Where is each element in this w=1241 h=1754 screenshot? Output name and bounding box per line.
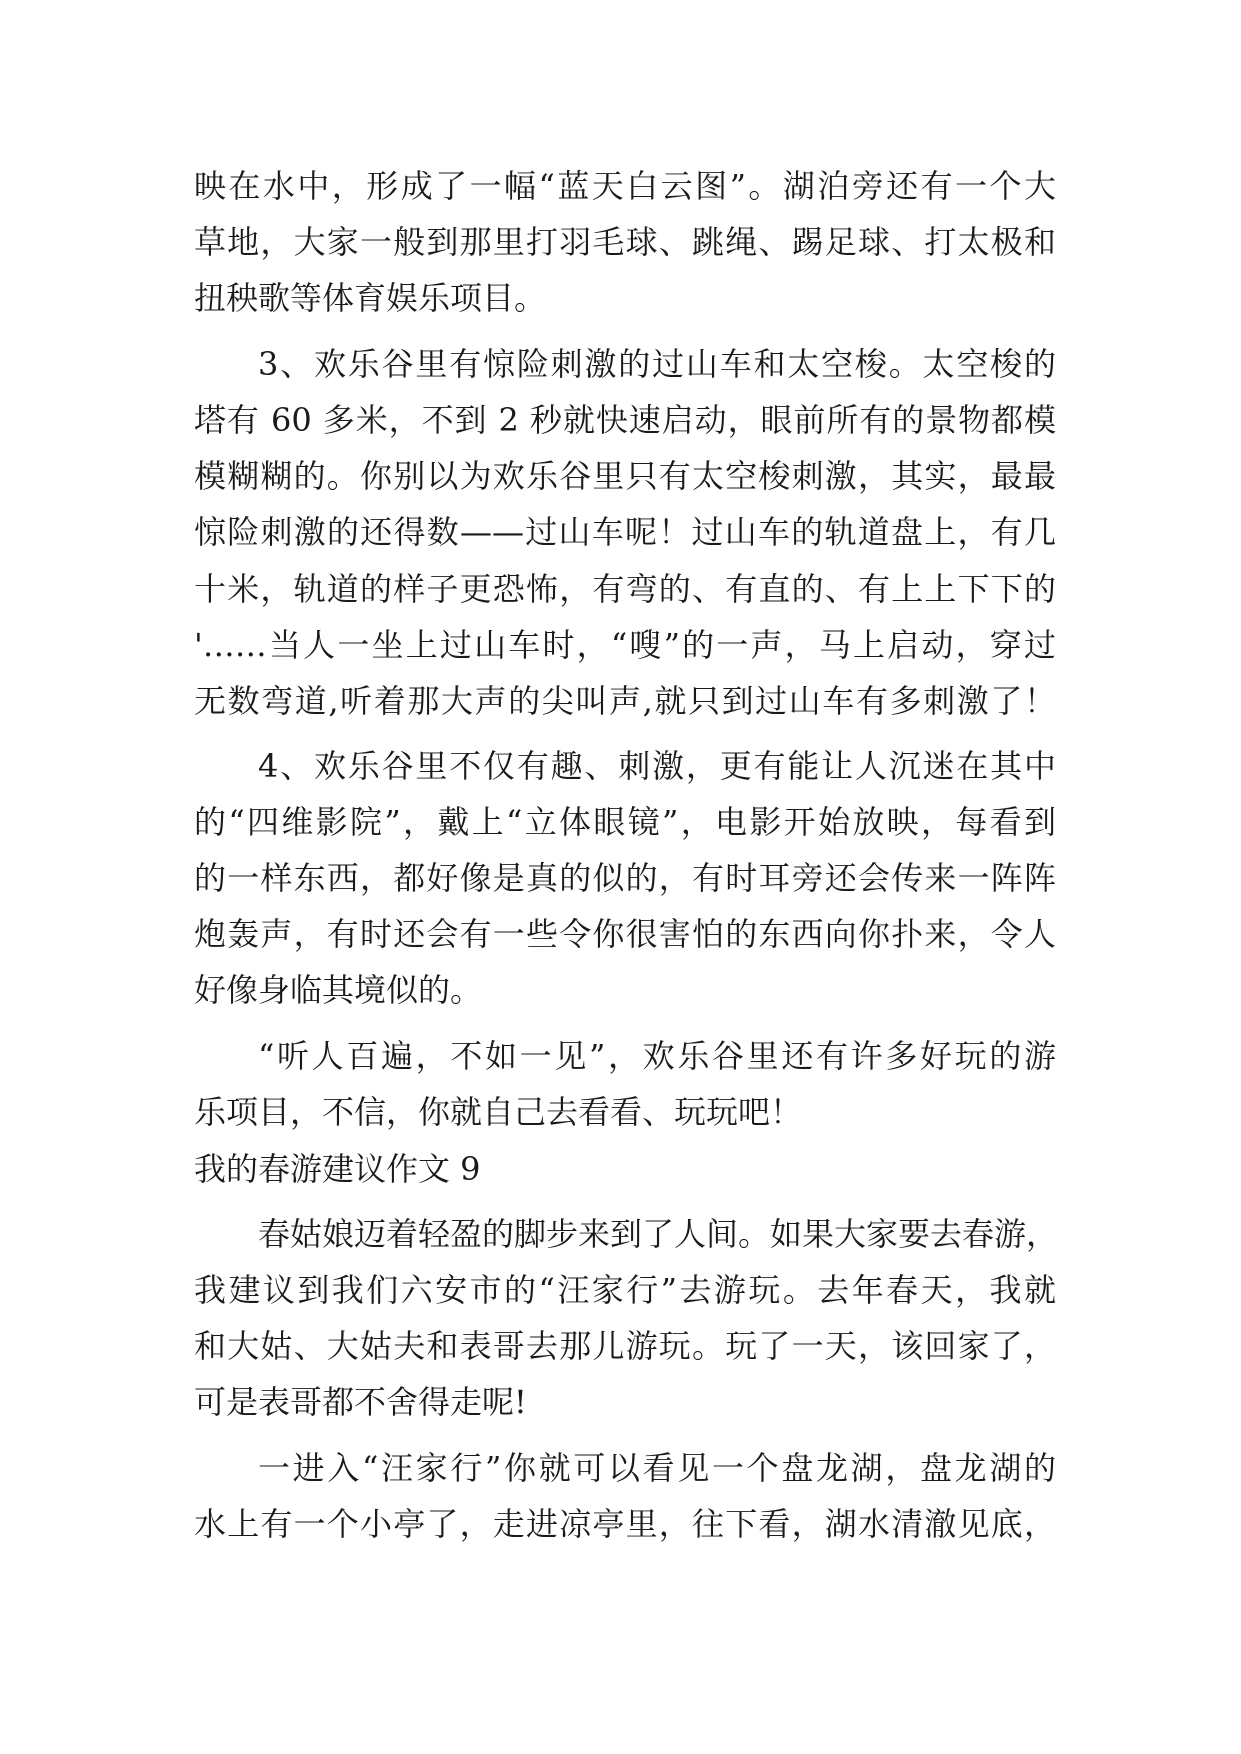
essay-9-paragraph-1-first-line: 春姑娘迈着轻盈的脚步来到了人间。如果大家要去春游， (258, 1215, 1059, 1253)
text-line: '……当人一坐上过山车时，“嗖”的一声，马上启动，穿过 (194, 626, 1056, 664)
closing-paragraph-first-line: “听人百遍，不如一见”，欢乐谷里还有许多好玩的游 (258, 1037, 1056, 1075)
text-line: 水上有一个小亭了，走进凉亭里，往下看，湖水清澈见底， (194, 1505, 1056, 1543)
text-line: 映在水中，形成了一幅“蓝天白云图”。湖泊旁还有一个大 (194, 167, 1056, 205)
essay-title: 我的春游建议作文 9 (194, 1150, 481, 1188)
text-line: 惊险刺激的还得数——过山车呢！过山车的轨道盘上，有几 (194, 513, 1056, 551)
text-line: 炮轰声，有时还会有一些令你很害怕的东西向你扑来，令人 (194, 915, 1056, 953)
text-line: 可是表哥都不舍得走呢! (194, 1383, 527, 1421)
paragraph-3-first-line: 3、欢乐谷里有惊险刺激的过山车和太空梭。太空梭的 (258, 345, 1056, 383)
text-line: 扭秧歌等体育娱乐项目。 (194, 279, 547, 317)
text-line: 十米，轨道的样子更恐怖，有弯的、有直的、有上上下下的 (194, 570, 1056, 608)
text-line: 草地，大家一般到那里打羽毛球、跳绳、踢足球、打太极和 (194, 223, 1056, 261)
text-line: 和大姑、大姑夫和表哥去那儿游玩。玩了一天，该回家了， (194, 1327, 1056, 1365)
text-line: 塔有 60 多米，不到 2 秒就快速启动，眼前所有的景物都模 (194, 401, 1056, 439)
text-line: 模糊糊的。你别以为欢乐谷里只有太空梭刺激，其实，最最 (194, 457, 1056, 495)
text-line: 乐项目，不信，你就自己去看看、玩玩吧！ (194, 1093, 803, 1131)
text-line: 无数弯道,听着那大声的尖叫声,就只到过山车有多刺激了！ (194, 682, 1056, 720)
text-line: 的“四维影院”，戴上“立体眼镜”，电影开始放映，每看到 (194, 803, 1056, 841)
text-line: 的一样东西，都好像是真的似的，有时耳旁还会传来一阵阵 (194, 859, 1056, 897)
text-line: 我建议到我们六安市的“汪家行”去游玩。去年春天，我就 (194, 1271, 1056, 1309)
essay-9-paragraph-2-first-line: 一进入“汪家行”你就可以看见一个盘龙湖，盘龙湖的 (258, 1449, 1056, 1487)
text-line: 好像身临其境似的。 (194, 971, 483, 1009)
paragraph-4-first-line: 4、欢乐谷里不仅有趣、刺激，更有能让人沉迷在其中 (258, 747, 1056, 785)
